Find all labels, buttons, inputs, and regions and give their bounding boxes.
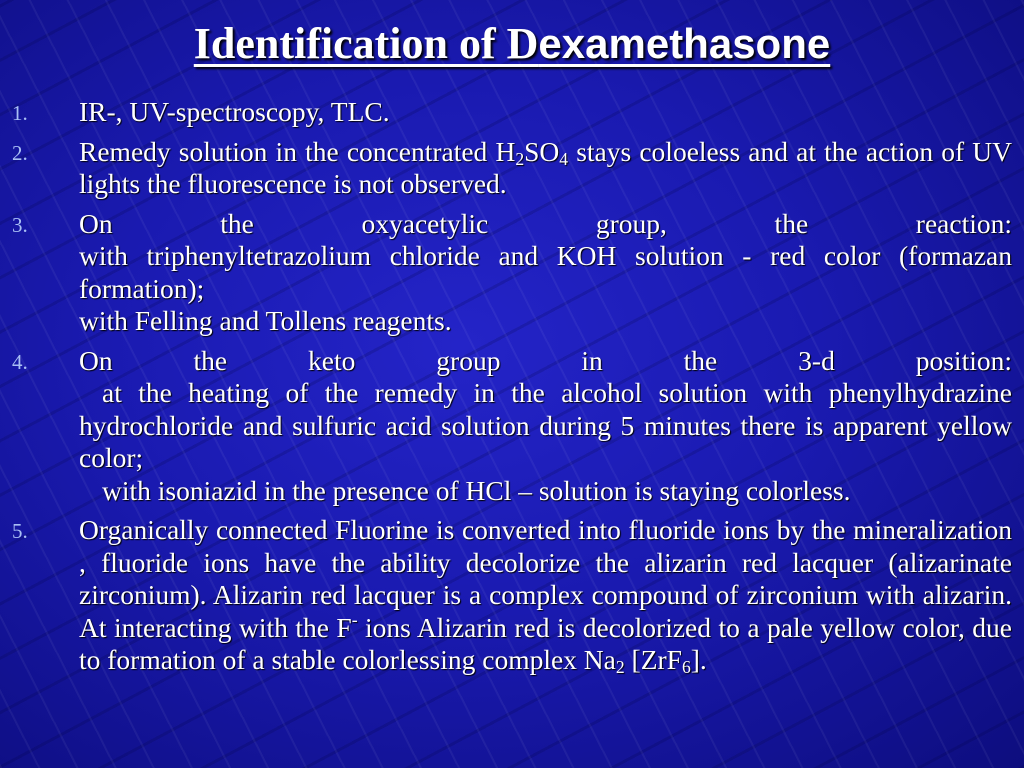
list-item-4 bbox=[0, 345, 1024, 508]
slide-title bbox=[0, 16, 1024, 72]
list-item-2 bbox=[0, 136, 1024, 201]
list-number: 3. bbox=[12, 212, 28, 237]
text-segment: ]. bbox=[690, 644, 707, 675]
text-segment: stays coloeless and at the action of UV lights the fluorescence is not observed. bbox=[79, 135, 1012, 199]
slide-title-bold: examethasone bbox=[538, 20, 831, 67]
list-item-line: On the keto group in the 3-d position: bbox=[79, 344, 1012, 376]
list-item-text bbox=[79, 345, 1012, 508]
slide-title-main: Identification of D bbox=[193, 19, 539, 68]
list-item-line: at the heating of the remedy in the alcohol solution with phenylhydrazine hydrochloride and sulfuric acid solution during 5 minutes there is apparent yellow color; bbox=[79, 377, 1012, 473]
list-number: 4. bbox=[12, 349, 28, 374]
list-item-text bbox=[79, 514, 1012, 677]
list-number: 5. bbox=[12, 519, 28, 543]
identification-list bbox=[0, 96, 1024, 684]
list-item-line: On the oxyacetylic group, the reaction: bbox=[79, 207, 1012, 239]
list-item-1 bbox=[0, 96, 1024, 129]
list-item-text bbox=[79, 136, 1012, 201]
text-segment: SO bbox=[524, 135, 560, 167]
list-item-line: with isoniazid in the presence of HCl – solution is staying colorless. bbox=[102, 474, 851, 506]
text-segment: Remedy solution in the concentrated H bbox=[79, 135, 516, 167]
text-segment: [ZrF bbox=[624, 644, 682, 675]
list-item-text bbox=[79, 96, 1012, 129]
subscript: 2 bbox=[515, 148, 525, 169]
subscript: 2 bbox=[615, 656, 625, 677]
list-item-line: IR-, UV-spectroscopy, TLC. bbox=[79, 96, 390, 127]
subscript: 6 bbox=[681, 656, 691, 677]
superscript: - bbox=[351, 609, 358, 630]
list-item-line: with triphenyltetrazolium chloride and KOH solution - red color (formazan formation); bbox=[79, 240, 1012, 304]
list-item-line: with Felling and Tollens reagents. bbox=[79, 305, 452, 336]
subscript: 4 bbox=[559, 148, 569, 169]
list-item-5 bbox=[0, 514, 1024, 677]
list-item-text bbox=[79, 208, 1012, 338]
text-segment: ions Alizarin red is decolorized to a pale yellow color, due to formation of a stable colorlessing complex Na bbox=[79, 611, 1013, 675]
text-segment: Organically connected Fluorine is converted into fluoride ions by the mineralization , fluoride ions have the ability decolorize the alizarin red lacquer (alizarinate zirconium). Alizarin red lacquer is a complex compound of zirconium with alizarin. At interacting with the F bbox=[79, 514, 1012, 643]
list-number: 1. bbox=[12, 101, 28, 125]
list-number: 2. bbox=[12, 140, 28, 165]
list-item-3 bbox=[0, 208, 1024, 338]
